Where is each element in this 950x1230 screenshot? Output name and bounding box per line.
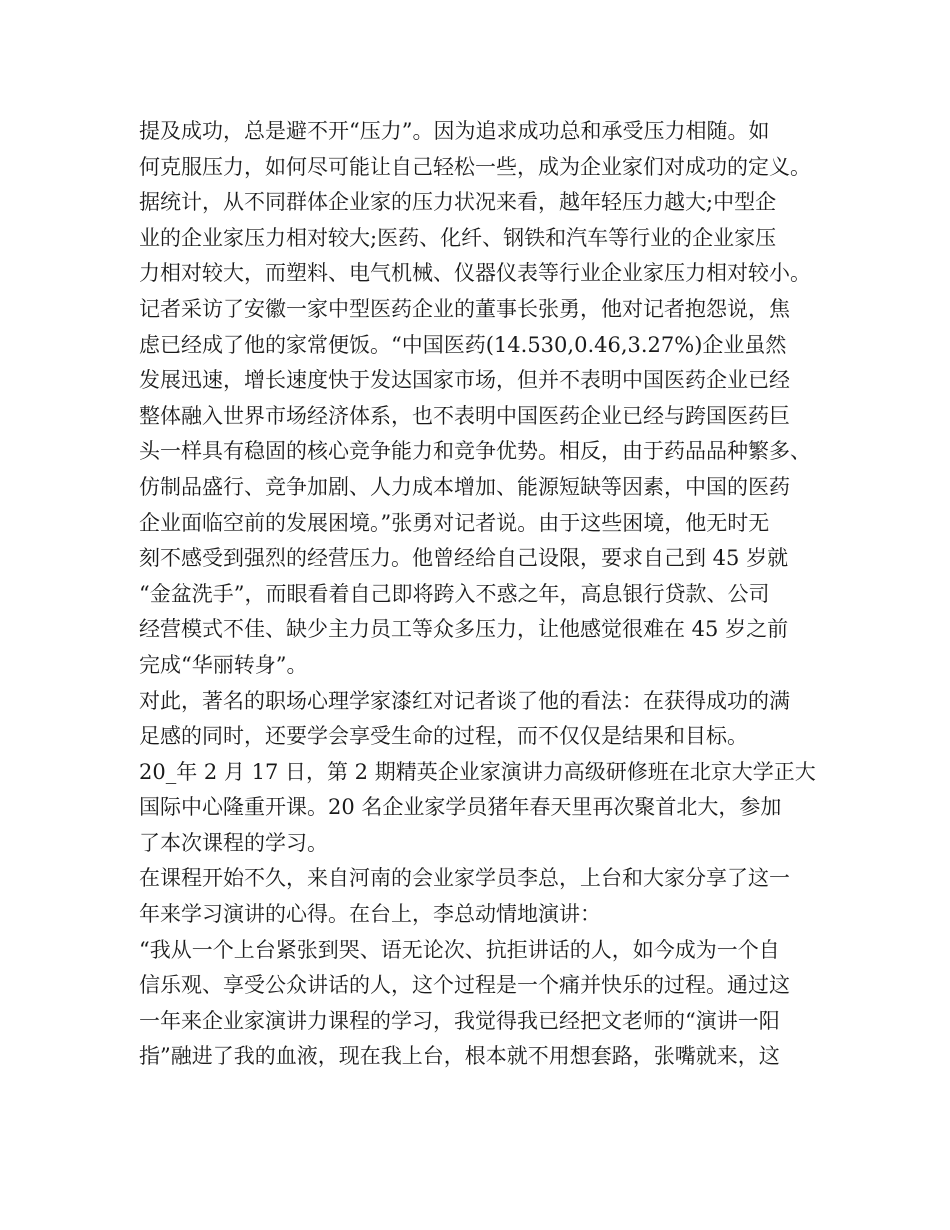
text-line: 20_年 2 月 17 日，第 2 期精英企业家演讲力高级研修班在北京大学正大	[139, 759, 816, 784]
text-line: 了本次课程的学习。	[139, 830, 328, 855]
text-line: 整体融入世界市场经济体系，也不表明中国医药企业已经与跨国医药巨	[139, 403, 790, 428]
text-line: 对此，著名的职场心理学家漆红对记者谈了他的看法：在获得成功的满	[139, 688, 790, 713]
text-line: 完成“华丽转身”。	[139, 652, 308, 677]
text-line: 何克服压力，如何尽可能让自己轻松一些，成为企业家们对成功的定义。	[139, 154, 811, 179]
text-line: 年来学习演讲的心得。在台上，李总动情地演讲：	[139, 902, 601, 927]
text-line: 足感的同时，还要学会享受生命的过程，而不仅仅是结果和目标。	[139, 724, 748, 749]
text-line: 记者采访了安徽一家中型医药企业的董事长张勇，他对记者抱怨说，焦	[139, 296, 790, 321]
text-line: 虑已经成了他的家常便饭。“中国医药(14.530,0.46,3.27%)企业虽然	[139, 332, 787, 357]
text-line: 刻不感受到强烈的经营压力。他曾经给自己设限，要求自己到 45 岁就	[139, 546, 789, 571]
text-line: 仿制品盛行、竞争加剧、人力成本增加、能源短缺等因素，中国的医药	[139, 474, 790, 499]
text-line: 国际中心隆重开课。20 名企业家学员猪年春天里再次聚首北大，参加	[139, 795, 782, 820]
text-line: 力相对较大，而塑料、电气机械、仪器仪表等行业企业家压力相对较小。	[139, 261, 811, 286]
text-line: 提及成功，总是避不开“压力”。因为追求成功总和承受压力相随。如	[139, 119, 770, 143]
text-line: 信乐观、享受公众讲话的人，这个过程是一个痛并快乐的过程。通过这	[139, 973, 790, 998]
text-line: 指”融进了我的血液，现在我上台，根本就不用想套路，张嘴就来，这	[139, 1044, 780, 1069]
text-line: 一年来企业家演讲力课程的学习，我觉得我已经把文老师的“演讲一阳	[139, 1008, 780, 1033]
text-line: “金盆洗手”，而眼看着自己即将跨入不惑之年，高息银行贷款、公司	[139, 581, 770, 606]
text-line: 企业面临空前的发展困境。”张勇对记者说。由于这些困境，他无时无	[139, 510, 770, 535]
text-line: 头一样具有稳固的核心竞争能力和竞争优势。相反，由于药品品种繁多、	[139, 439, 811, 464]
text-line: 经营模式不佳、缺少主力员工等众多压力，让他感觉很难在 45 岁之前	[139, 617, 789, 642]
text-line: 业的企业家压力相对较大;医药、化纤、钢铁和汽车等行业的企业家压	[139, 225, 777, 250]
text-line: “我从一个上台紧张到哭、语无论次、抗拒讲话的人，如今成为一个自	[139, 937, 780, 962]
text-line: 在课程开始不久，来自河南的会业家学员李总，上台和大家分享了这一	[139, 866, 790, 891]
document-body	[139, 114, 819, 1075]
text-line: 据统计，从不同群体企业家的压力状况来看，越年轻压力越大;中型企	[139, 190, 777, 215]
text-line: 发展迅速，增长速度快于发达国家市场，但并不表明中国医药企业已经	[139, 368, 790, 393]
